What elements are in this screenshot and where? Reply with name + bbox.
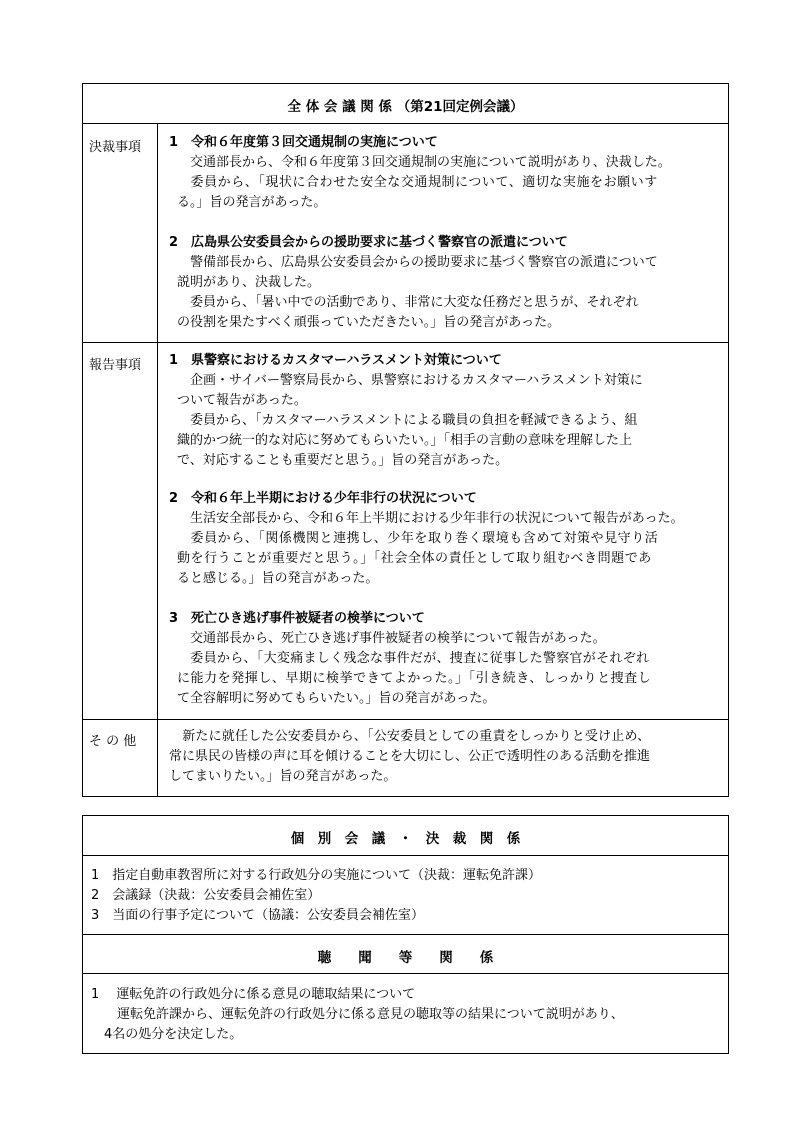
item-line: ると感じる。」旨の発言があった。 [177, 571, 379, 586]
item-line: してまいりたい。」旨の発言があった。 [169, 769, 397, 784]
section-label-reports: 報告事項 [89, 358, 142, 373]
item-line: ついて報告があった。 [177, 393, 307, 408]
item-line: 生活安全部長から、令和６年上半期における少年非行の状況について報告があった。 [177, 511, 684, 526]
individual-meeting-table [82, 815, 729, 1054]
general-meeting-header: 全 体 会 議 関 係 （第21回定例会議） [287, 99, 524, 115]
item-line: て全容解明に努めてもらいたい。」旨の発言があった。 [177, 691, 496, 706]
item-line: 動を行うことが重要だと思う。」「社会全体の責任として取り組むべき問題であ [177, 551, 652, 566]
item-line: 織的かつ統一的な対応に努めてもらいたい。」「相手の言動の意味を理解した上 [177, 433, 633, 448]
item-line: の役割を果たすべく頑張っていただきたい。」旨の発言があった。 [177, 315, 561, 330]
header-divider [83, 123, 728, 124]
hearing-line-3: 4名の処分を決定した。 [91, 1027, 243, 1042]
item-line: 常に県民の皆様の声に耳を傾けることを大切にし、公正で透明性のある活動を推進 [169, 749, 651, 764]
individual-line-3: 3 当面の行事予定について（協議：公安委員会補佐室） [91, 908, 425, 923]
section-divider [83, 342, 728, 343]
general-meeting-table [82, 83, 729, 797]
individual-meeting-header: 個 別 会 議 ・ 決 裁 関 係 [290, 831, 521, 847]
item-line: に能力を発揮し、早期に検挙できてよかった。」「引き続き、しっかりと捜査し [177, 671, 652, 686]
item-line: 交通部長から、令和６年度第３回交通規制の実施について説明があり、決裁した。 [177, 155, 671, 170]
section-divider [83, 719, 728, 720]
label-column-divider [157, 123, 158, 796]
item-line: 委員から、「関係機関と連携し、少年を取り巻く環境も含めて対策や見守り活 [177, 531, 659, 546]
item-line: で、対応することも重要だと思う。」旨の発言があった。 [177, 453, 509, 468]
individual-line-2: 2 会議録（決裁：公安委員会補佐室） [91, 888, 321, 903]
hearing-line-2: 運転免許課から、運転免許の行政処分に係る意見の聴取等の結果について説明があり、 [91, 1007, 624, 1022]
item-title: 2 令和６年上半期における少年非行の状況について [169, 491, 477, 506]
item-line: 交通部長から、死亡ひき逃げ事件被疑者の検挙について報告があった。 [177, 631, 606, 646]
item-line: る。」旨の発言があった。 [177, 195, 327, 210]
header-divider [83, 855, 728, 856]
item-title: 1 県警察におけるカスタマーハラスメント対策について [169, 353, 502, 368]
item-line: 委員から、「暑い中での活動であり、非常に大変な任務だと思うが、それぞれ [177, 295, 639, 310]
section-label-decisions: 決裁事項 [89, 140, 142, 155]
item-line: 委員から、「現状に合わせた安全な交通規制について、適切な実施をお願いす [177, 175, 658, 190]
item-line: 企画・サイバー警察局長から、県警察におけるカスタマーハラスメント対策に [177, 373, 643, 388]
item-title: 3 死亡ひき逃げ事件被疑者の検挙について [169, 611, 425, 626]
item-line: 説明があり、決裁した。 [177, 275, 321, 290]
hearing-line-1: 1 運転免許の行政処分に係る意見の聴取結果について [91, 987, 416, 1002]
header-divider [83, 973, 728, 974]
item-line: 新たに就任した公安委員から、「公安委員としての重責をしっかりと受け止め、 [169, 729, 651, 744]
item-title: 1 令和６年度第３回交通規制の実施について [169, 135, 438, 150]
item-line: 警備部長から、広島県公安委員会からの援助要求に基づく警察官の派遣について [177, 255, 658, 270]
item-title: 2 広島県公安委員会からの援助要求に基づく警察官の派遣について [169, 235, 568, 250]
individual-line-1: 1 指定自動車教習所に対する行政処分の実施について（決裁：運転免許課） [91, 868, 542, 883]
item-line: 委員から、「大変痛ましく残念な事件だが、捜査に従事した警察官がそれぞれ [177, 651, 650, 666]
item-line: 委員から、「カスタマーハラスメントによる職員の負担を軽減できるよう、組 [177, 413, 638, 428]
hearing-header: 聴 聞 等 関 係 [317, 950, 494, 966]
section-divider [83, 934, 728, 935]
section-label-other: そ の 他 [89, 734, 137, 749]
